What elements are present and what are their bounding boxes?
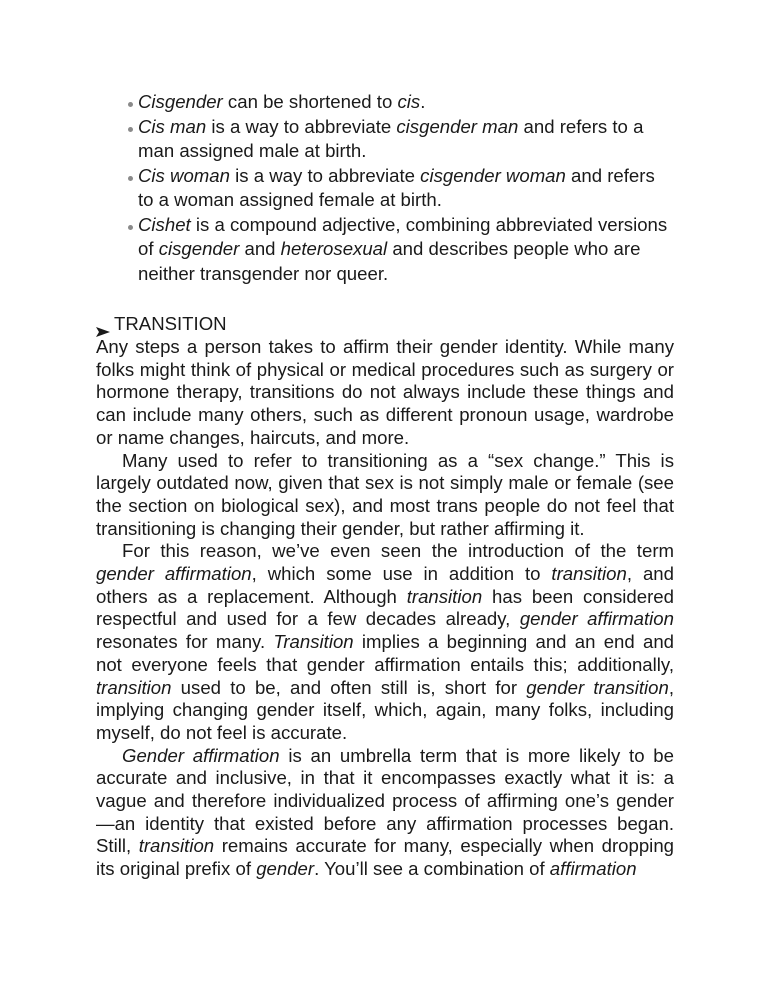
bullet-text: Cis woman is a way to abbreviate cisgender woman and refers to a woman assigned female at birth. <box>138 164 655 210</box>
body-paragraph: Any steps a person takes to affirm their gender identity. While many folks might think of physical or medical procedures such as surgery or hormone therapy, transitions do not always include these things and can include many others, such as different pronoun usage, wardrobe or name changes, haircuts, and more. <box>96 336 674 448</box>
bullet-item <box>128 213 674 287</box>
italic-term: cisgender <box>158 238 240 259</box>
arrow-bullet-icon <box>96 319 110 329</box>
italic-term: heterosexual <box>280 238 388 259</box>
italic-term: Cis man <box>138 115 207 137</box>
italic-term: Transition <box>273 631 354 653</box>
bullet-dot-icon <box>128 127 133 132</box>
italic-term: transition <box>138 835 215 857</box>
italic-term: transition <box>406 585 483 607</box>
bullet-text: Cisgender can be shortened to cis. <box>138 91 426 112</box>
italic-term: cisgender woman <box>420 164 566 186</box>
bullet-text: Cishet is a compound adjective, combining abbreviated versions of cisgender and heterosexual and describes people who are neither transgender nor queer. <box>138 213 668 284</box>
italic-term: affirmation <box>549 858 637 880</box>
bullet-item <box>128 115 674 164</box>
italic-term: Gender affirmation <box>122 744 280 766</box>
italic-term: gender <box>256 858 315 880</box>
body-paragraph: Gender affirmation is an umbrella term that is more likely to be accurate and inclusive, in that it encompasses exactly what it is: a vague and therefore individualized process of affirming one’s gender —an identity that existed before any affirmation processes began. Still, transition remains accurate for many, especially when dropping its original prefix of gender. You’ll see a combination of affirmation <box>96 744 674 880</box>
italic-term: Cishet <box>138 213 191 235</box>
bullet-dot-icon <box>128 102 133 107</box>
bullet-item <box>128 90 674 115</box>
document-page <box>96 90 674 881</box>
italic-term: Cis woman <box>138 164 230 186</box>
italic-term: cis <box>397 91 421 112</box>
italic-term: gender affirmation <box>519 608 674 630</box>
term-bullet-list <box>96 90 674 286</box>
italic-term: gender transition <box>526 676 669 698</box>
body-paragraph: For this reason, we’ve even seen the introduction of the term gender affirmation, which some use in addition to transition, and others as a replacement. Although transition has been considered respectful and used for a few decades already, gender affirmation resonates for many. Transition implies a beginning and an end and not everyone feels that gender affirmation entails this; additionally, transition used to be, and often still is, short for gender transition, implying changing gender itself, which, again, many folks, including myself, do not feel is accurate. <box>96 540 675 743</box>
bullet-dot-icon <box>128 225 133 230</box>
italic-term: Cisgender <box>138 91 223 112</box>
italic-term: transition <box>96 676 172 698</box>
section-heading-text: TRANSITION <box>114 313 227 334</box>
bullet-item <box>128 164 674 213</box>
body-paragraph: Many used to refer to transitioning as a “sex change.” This is largely outdated now, given that sex is not simply male or female (see the section on biological sex), and most trans people do not feel that transitioning is changing their gender, but rather affirming it. <box>96 449 674 539</box>
italic-term: transition <box>551 563 627 585</box>
bullet-dot-icon <box>128 176 133 181</box>
section-heading <box>96 312 674 336</box>
italic-term: gender affirmation <box>96 563 252 585</box>
bullet-text: Cis man is a way to abbreviate cisgender man and refers to a man assigned male at birth. <box>138 115 644 161</box>
italic-term: cisgender man <box>396 115 519 137</box>
